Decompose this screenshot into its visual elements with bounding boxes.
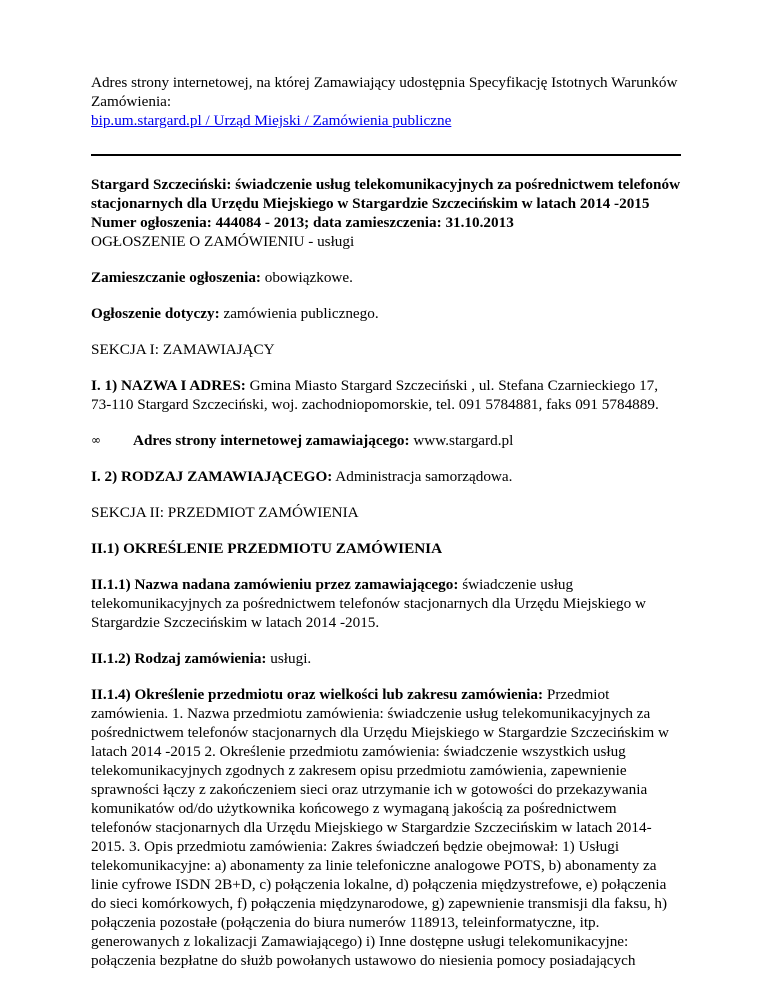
website-label: Adres strony internetowej zamawiającego: [133, 432, 410, 449]
contracting-authority-name [91, 376, 681, 414]
notice-heading [91, 175, 681, 251]
section-2-subheading [91, 539, 681, 558]
authority-type [91, 467, 681, 486]
notice-number-line: Numer ogłoszenia: 444084 - 2013; data zamieszczenia: 31.10.2013 [91, 214, 514, 231]
section-1-heading: SEKCJA I: ZAMAWIAJĄCY [91, 341, 275, 358]
order-name [91, 575, 681, 632]
order-scope-value: Przedmiot zamówienia. 1. Nazwa przedmiotu zamówienia: świadczenie usług telekomunikacyjnych za pośrednictwem telefonów stacjonarnych dla Urzędu Miejskiego w Stargardzie Szczecińskim w latach 2014 -2015 2. Określenie przedmiotu zamówienia: świadczenie wszystkich usług telekomunikacyjnych zgodnych z zakresem opisu przedmiotu zamówienia, zapewnienie sprawności łączy z zakończeniem sieci oraz utrzymanie ich w gotowości do przekazywania komunikatów od/do użytkownika końcowego z wymaganą jakością za pośrednictwem telefonów stacjonarnych dla Urzędu Miejskiego w Stargardzie Szczecińskim w latach 2014-2015. 3. Opis przedmiotu zamówienia: Zakres świadczeń będzie obejmował: 1) Usługi telekomunikacyjne: a) abonamenty za linie telefoniczne analogowe POTS, b) abonamenty za linie cyfrowe ISDN 2B+D, c) połączenia lokalne, d) połączenia międzystrefowe, e) połączenia do sieci komórkowych, f) połączenia międzynarodowe, g) zapewnienie transmisji dla faksu, h) połączenia pozostałe (połączenia do biura numerów 118913, teleinformatyczne, itp. generowanych z lokalizacji Zamawiającego) i) Inne dostępne usługi telekomunikacyjne: połączenia bezpłatne do służb powołanych ustawowo do niesienia pomocy posiadających [91, 686, 669, 969]
mandatory-label: Zamieszczanie ogłoszenia: [91, 269, 261, 286]
concerns-field [91, 304, 681, 323]
document-page [91, 73, 681, 970]
concerns-label: Ogłoszenie dotyczy: [91, 305, 220, 322]
website-list-item [91, 431, 681, 450]
mandatory-field [91, 268, 681, 287]
mandatory-value: obowiązkowe. [264, 269, 353, 286]
notice-title: Stargard Szczeciński: świadczenie usług telekomunikacyjnych za pośrednictwem telefonów stacjonarnych dla Urzędu Miejskiego w Stargardzie Szczecińskim w latach 2014 -2015 [91, 176, 681, 212]
order-kind-value: usługi. [270, 650, 312, 667]
siwz-intro-text: Adres strony internetowej, na której Zamawiający udostępnia Specyfikację Istotnych Warunków Zamówienia: [91, 74, 678, 110]
name-address-label: I. 1) NAZWA I ADRES: [91, 377, 246, 394]
order-name-label: II.1.1) Nazwa nadana zamówieniu przez zamawiającego: [91, 576, 459, 593]
concerns-value: zamówienia publicznego. [223, 305, 379, 322]
horizontal-divider [91, 154, 681, 156]
order-kind [91, 649, 681, 668]
order-name-value: świadczenie usług telekomunikacyjnych za pośrednictwem telefonów stacjonarnych dla Urzędu Miejskiego w Stargardzie Szczecińskim w latach 2014 -2015. [91, 576, 647, 631]
notice-type-line: OGŁOSZENIE O ZAMÓWIENIU - usługi [91, 233, 355, 250]
order-kind-label: II.1.2) Rodzaj zamówienia: [91, 650, 267, 667]
subject-definition-heading: II.1) OKREŚLENIE PRZEDMIOTU ZAMÓWIENIA [91, 540, 443, 557]
name-address-value: Gmina Miasto Stargard Szczeciński , ul. Stefana Czarnieckiego 17, 73-110 Stargard Szczeciński, woj. zachodniopomorskie, tel. 091 5784881, faks 091 5784889. [91, 377, 659, 413]
section-2-heading: SEKCJA II: PRZEDMIOT ZAMÓWIENIA [91, 504, 359, 521]
authority-type-label: I. 2) RODZAJ ZAMAWIAJĄCEGO: [91, 468, 333, 485]
website-value: www.stargard.pl [413, 432, 514, 449]
authority-type-value: Administracja samorządowa. [335, 468, 513, 485]
bullet-icon: ∞ [91, 433, 101, 447]
bip-link[interactable]: bip.um.stargard.pl / Urząd Miejski / Zamówienia publiczne [91, 112, 452, 129]
order-scope-label: II.1.4) Określenie przedmiotu oraz wielkości lub zakresu zamówienia: [91, 686, 544, 703]
order-scope [91, 685, 681, 970]
